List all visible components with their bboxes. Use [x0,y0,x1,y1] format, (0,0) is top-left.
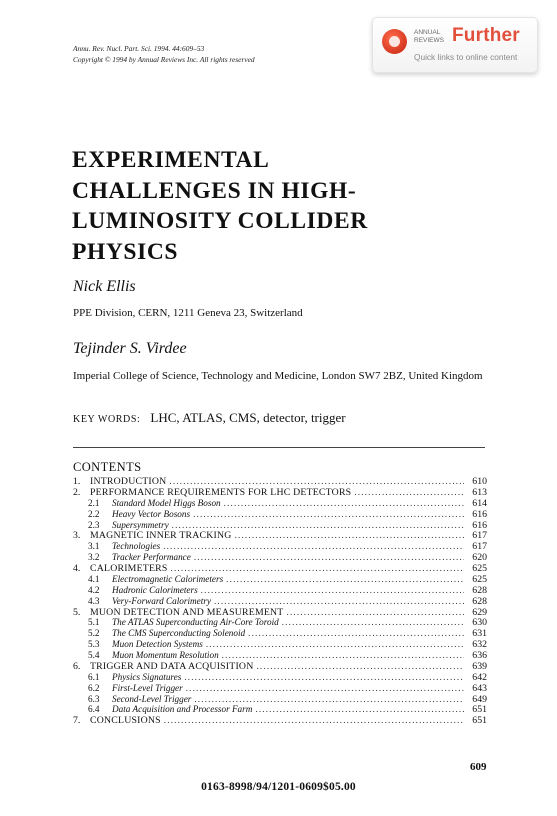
toc-number: 4.3 [88,595,100,606]
further-label: Further [452,25,520,46]
toc-page: 616 [472,508,487,520]
toc-section[interactable] [73,715,487,726]
toc-subsection[interactable] [73,520,487,531]
copyright-notice: Copyright © 1994 by Annual Reviews Inc. All rights reserved [73,54,255,64]
annual-reviews-wordmark: ANNUAL REVIEWS [414,29,444,44]
toc-number: 6. [73,660,81,672]
title-line: PHYSICS [72,238,179,265]
toc-leader [226,574,464,585]
toc-subsection[interactable] [73,683,487,694]
page-number: 609 [470,761,487,773]
toc-page: 628 [472,595,487,607]
further-subtitle: Quick links to online content [414,52,518,62]
toc-title: Data Acquisition and Processor Farm [112,704,253,715]
toc-leader [248,628,464,639]
toc-section[interactable] [73,563,487,574]
toc-page: 628 [472,584,487,596]
footer-code: 0163-8998/94/1201-0609$05.00 [201,781,356,793]
toc-leader [206,639,464,650]
keywords-value: LHC, ATLAS, CMS, detector, trigger [150,410,346,425]
toc-page: 651 [472,715,487,727]
toc-number: 6.4 [88,704,100,715]
toc-leader [354,487,464,498]
toc-subsection[interactable] [73,498,487,509]
toc-title: CALORIMETERS [90,563,168,574]
toc-number: 3.1 [88,541,100,552]
keywords-label: KEY WORDS: [73,414,141,425]
toc-title: The ATLAS Superconducting Air-Core Toroid [112,617,279,628]
toc-leader [214,596,464,607]
toc-subsection[interactable] [73,704,487,715]
toc-page: 613 [472,486,487,498]
toc-leader [164,715,464,726]
toc-title: Hadronic Calorimeters [112,584,198,595]
toc-page: 643 [472,682,487,694]
toc-page: 617 [472,530,487,542]
toc-title: Physics Signatures [112,671,182,682]
toc-leader [184,672,464,683]
toc-number: 6.3 [88,693,100,704]
toc-leader [194,552,464,563]
toc-page: 617 [472,541,487,553]
author-affiliation: PPE Division, CERN, 1211 Geneva 23, Switzerland [73,307,303,319]
toc-number: 2.2 [88,508,100,519]
toc-title: Supersymmetry [112,519,169,530]
toc-leader [255,704,464,715]
article-title [72,145,368,267]
toc-leader [186,683,464,694]
toc-page: 631 [472,628,487,640]
journal-citation: Annu. Rev. Nucl. Part. Sci. 1994. 44:609–53 [73,44,205,53]
toc-leader [172,520,464,531]
title-line: EXPERIMENTAL [72,147,270,173]
toc-number: 2.3 [88,519,100,530]
toc-page: 625 [472,563,487,574]
toc-title: PERFORMANCE REQUIREMENTS FOR LHC DETECTORS [90,486,352,498]
toc-subsection[interactable] [73,585,487,596]
toc-title: INTRODUCTION [90,476,167,487]
toc-title: Tracker Performance [112,552,191,563]
table-of-contents [73,476,487,726]
toc-page: 636 [472,650,487,661]
toc-number: 5. [73,606,81,618]
toc-subsection[interactable] [73,672,487,683]
toc-section[interactable] [73,607,487,618]
annual-reviews-logo-icon [382,29,407,54]
toc-page: 614 [472,497,487,509]
toc-leader [169,476,464,487]
toc-leader [193,509,464,520]
keywords [73,410,346,426]
toc-title: Heavy Vector Bosons [112,508,191,519]
toc-subsection[interactable] [73,617,487,628]
toc-subsection[interactable] [73,596,487,607]
toc-leader [235,530,464,541]
toc-page: 620 [472,552,487,564]
toc-page: 651 [472,704,487,716]
toc-title: TRIGGER AND DATA ACQUISITION [90,660,254,672]
toc-section[interactable] [73,661,487,672]
toc-number: 6.2 [88,682,100,693]
toc-number: 5.4 [88,650,100,660]
toc-leader [256,661,464,672]
toc-number: 3.2 [88,552,100,563]
toc-title: Muon Momentum Resolution [112,650,219,660]
toc-subsection[interactable] [73,574,487,585]
toc-page: 649 [472,693,487,705]
author-affiliation: Imperial College of Science, Technology and Medicine, London SW7 2BZ, United Kingdom [73,370,483,382]
toc-number: 5.3 [88,639,100,650]
toc-title: Technologies [112,541,161,552]
divider [73,447,485,448]
toc-section[interactable] [73,530,487,541]
toc-subsection[interactable] [73,509,487,520]
toc-page: 616 [472,519,487,531]
toc-title: Muon Detection Systems [112,639,203,650]
toc-section[interactable] [73,487,487,498]
toc-number: 6.1 [88,671,100,682]
toc-leader [222,650,464,661]
toc-page: 639 [472,660,487,672]
toc-page: 642 [472,671,487,683]
title-line: LUMINOSITY COLLIDER [72,208,368,234]
toc-number: 4.1 [88,573,100,584]
toc-subsection[interactable] [73,694,487,705]
contents-heading: CONTENTS [73,460,142,474]
toc-leader [287,607,465,618]
toc-page: 629 [472,606,487,618]
toc-number: 2. [73,486,81,498]
toc-title: Electromagnetic Calorimeters [112,573,224,584]
toc-leader [201,585,464,596]
toc-number: 4. [73,563,81,574]
toc-title: MAGNETIC INNER TRACKING [90,530,232,542]
toc-subsection[interactable] [73,650,487,661]
title-line: CHALLENGES IN HIGH- [72,177,357,204]
toc-number: 2.1 [88,497,100,508]
toc-section[interactable] [73,476,487,487]
toc-subsection[interactable] [73,541,487,552]
toc-page: 632 [472,639,487,651]
toc-leader [163,541,464,552]
toc-leader [194,694,464,705]
toc-title: The CMS Superconducting Solenoid [112,628,246,639]
toc-leader [224,498,464,509]
further-links-badge[interactable] [372,17,538,73]
toc-page: 630 [472,617,487,629]
toc-title: Very-Forward Calorimetry [112,595,211,606]
author-name: Tejinder S. Virdee [73,340,187,357]
toc-number: 7. [73,715,81,727]
toc-page: 625 [472,573,487,585]
toc-number: 1. [73,476,81,487]
toc-title: CONCLUSIONS [90,715,161,727]
toc-title: Second-Level Trigger [112,693,192,704]
toc-leader [282,617,464,628]
toc-title: First-Level Trigger [112,682,183,693]
toc-number: 3. [73,530,81,542]
toc-title: MUON DETECTION AND MEASUREMENT [90,606,284,618]
toc-number: 5.1 [88,617,100,628]
toc-number: 5.2 [88,628,100,639]
toc-subsection[interactable] [73,552,487,563]
toc-leader [171,563,464,574]
toc-page: 610 [472,476,487,487]
toc-subsection[interactable] [73,628,487,639]
toc-title: Standard Model Higgs Boson [112,497,221,508]
journal-citation-block [73,44,255,65]
toc-number: 4.2 [88,584,100,595]
author-name: Nick Ellis [73,278,136,295]
toc-subsection[interactable] [73,639,487,650]
